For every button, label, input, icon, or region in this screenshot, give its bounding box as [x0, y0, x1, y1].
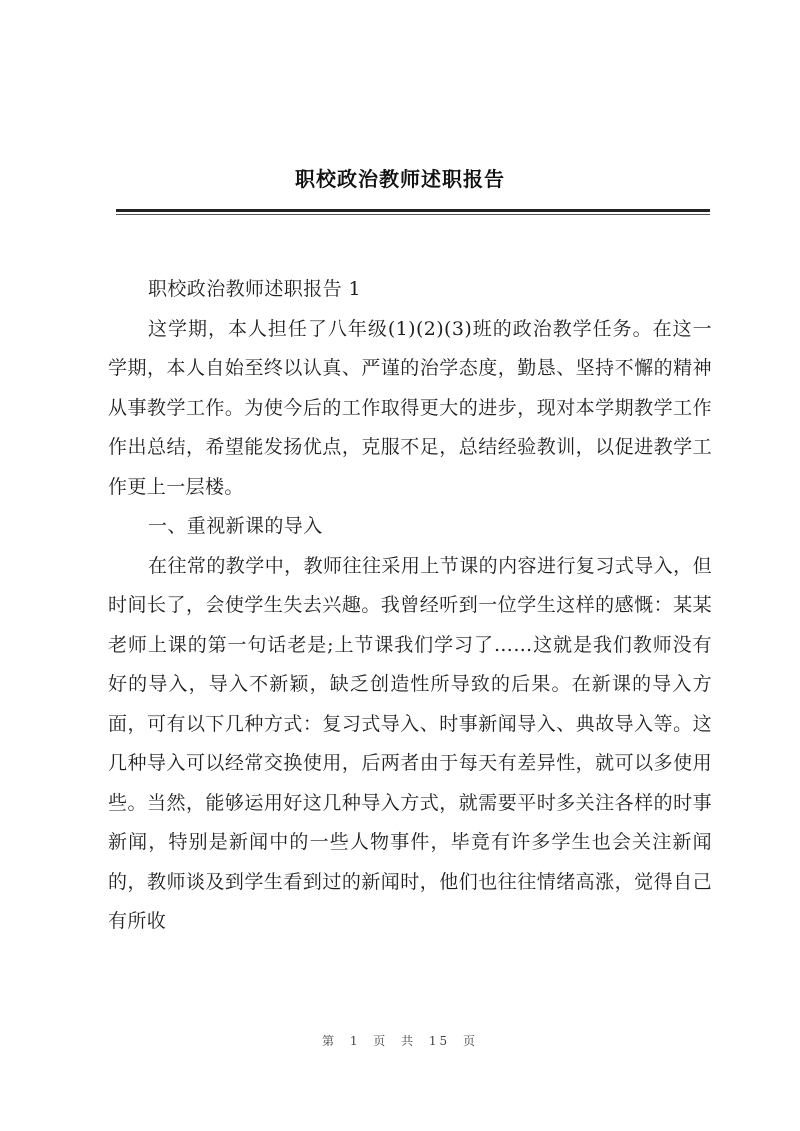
page-number-footer: 第 1 页 共 15 页	[322, 1034, 478, 1048]
paragraph-lesson-intro: 在往常的教学中，教师往往采用上节课的内容进行复习式导入，但时间长了，会使学生失去兴趣。我曾经听到一位学生这样的感慨：某某老师上课的第一句话老是;上节课我们学习了……这就是我们教师没有好的导入，导入不新颖，缺乏创造性所导致的后果。在新课的导入方面，可有以下几种方式：复习式导入、时事新闻导入、典故导入等。这几种导入可以经常交换使用，后两者由于每天有差异性，就可以多使用些。当然，能够运用好这几种导入方式，就需要平时多关注各样的时事新闻，特别是新闻中的一些人物事件，毕竟有许多学生也会关注新闻的，教师谈及到学生看到过的新闻时，他们也往往情绪高涨，觉得自己有所收	[108, 554, 712, 932]
section-heading-report: 职校政治教师述职报告 1	[148, 278, 361, 300]
title-divider-thin	[116, 214, 710, 215]
section-heading-lesson-intro: 一、重视新课的导入	[148, 515, 323, 537]
title-divider-thick	[116, 209, 710, 212]
document-body	[108, 270, 712, 942]
document-title: 职校政治教师述职报告	[295, 167, 505, 191]
paragraph-intro: 这学期，本人担任了八年级(1)(2)(3)班的政治教学任务。在这一学期，本人自始至终以认真、严谨的治学态度，勤恳、坚持不懈的精神从事教学工作。为使今后的工作取得更大的进步，现对本学期教学工作作出总结，希望能发扬优点，克服不足，总结经验教训，以促进教学工作更上一层楼。	[108, 317, 712, 498]
